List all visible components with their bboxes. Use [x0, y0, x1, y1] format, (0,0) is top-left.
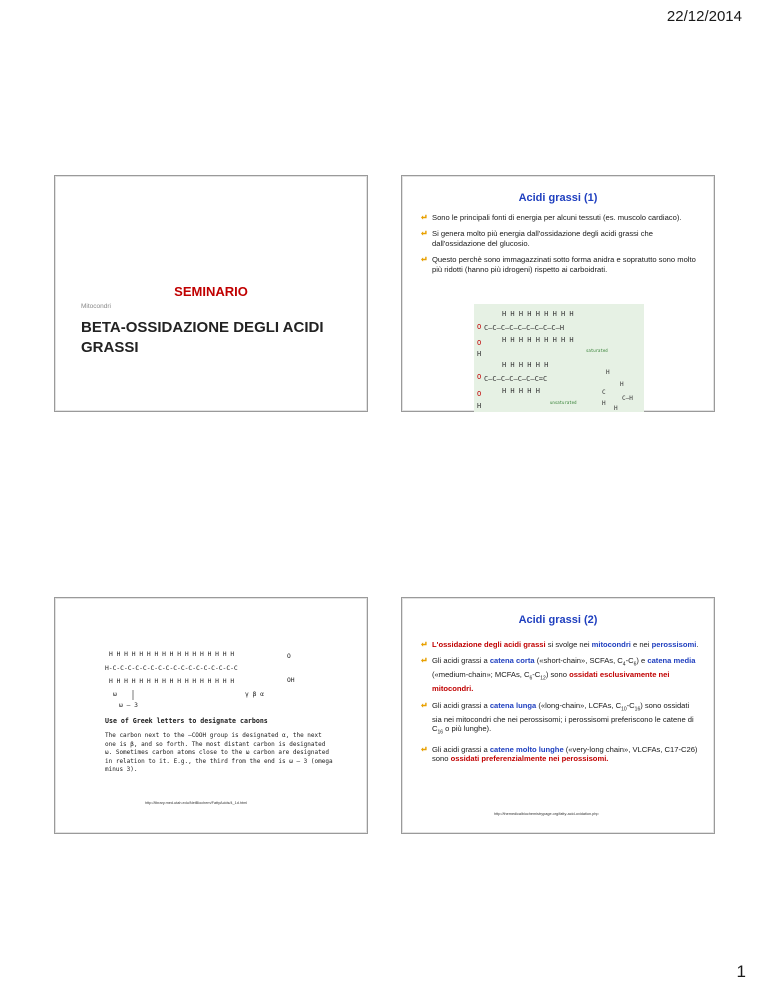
- bullet-text-highlight: L'ossidazione degli acidi grassi: [432, 640, 546, 649]
- bullet-list: [402, 640, 714, 764]
- subscript: 6: [633, 661, 637, 668]
- bullet-arrow-icon: [421, 214, 428, 221]
- bullet-text: -C: [532, 670, 541, 680]
- hydroxyl-label: OH: [287, 677, 295, 684]
- bullet-arrow-icon: [421, 256, 428, 263]
- bullet-text: si svolge nei: [545, 640, 592, 649]
- bullet-text: («medium-chain»; MCFAs, C: [432, 670, 530, 680]
- bullet-text: Questo perchè sono immagazzinati sotto forma anidra e sopratutto sono molto più ridotti (hanno più idrogeni) rispetto ai carboidrati.: [432, 255, 696, 274]
- saturated-label: saturated: [586, 348, 608, 353]
- slide-subtitle: Mitocondri: [81, 303, 111, 310]
- bullet-arrow-icon: [421, 657, 428, 664]
- bullet-text: -C: [626, 700, 635, 710]
- svg-text:H: H: [477, 402, 482, 410]
- bullet-text: Sono le principali fonti di energia per alcuni tessuti (es. muscolo cardiaco).: [432, 213, 682, 222]
- subscript: 6: [529, 675, 533, 682]
- bullet-text-highlight: mitocondri: [591, 640, 631, 649]
- svg-text:C–C–C–C–C–C–C–C–C–H: C–C–C–C–C–C–C–C–C–H: [484, 324, 565, 332]
- bullet-item: [421, 255, 700, 274]
- slide-title: Acidi grassi (1): [518, 192, 598, 204]
- omega-minus-3-label: ω – 3: [119, 702, 138, 708]
- svg-text:H: H: [614, 405, 618, 412]
- bullet-item: [421, 656, 700, 693]
- bullet-item: [421, 745, 700, 764]
- carbon-chain-row: H-C-C-C-C-C-C-C-C-C-C-C-C-C-C-C-C-C: [105, 665, 238, 672]
- svg-text:O: O: [477, 373, 482, 381]
- svg-text:H H H H H H: H H H H H H: [502, 361, 549, 369]
- svg-text:H H H H H: H H H H H: [502, 387, 540, 395]
- bullet-item: [421, 640, 700, 649]
- subscript: 16: [437, 729, 444, 736]
- svg-text:O: O: [477, 339, 482, 347]
- svg-text:C–C–C–C–C–C–C=C: C–C–C–C–C–C–C=C: [484, 375, 548, 383]
- bullet-item: [421, 213, 700, 222]
- bullet-text-highlight: catene molto lunghe: [489, 744, 564, 754]
- bullet-arrow-icon: [421, 230, 428, 237]
- svg-text:H: H: [620, 381, 624, 388]
- bullet-text-highlight: catena lunga: [489, 700, 537, 710]
- oxygen-label: O: [287, 653, 291, 660]
- bullet-text: ) sono ossidati sia nei mitocondri che nei perossisomi; i perossisomi preferiscono le catene di C: [432, 700, 694, 733]
- slide-seminario: [54, 175, 368, 412]
- bullet-text: ) sono: [545, 670, 570, 680]
- bullet-list: [402, 213, 714, 274]
- subscript: 10: [621, 706, 627, 713]
- bullet-text: («very-long chain», VLCFAs, C17-C26) sono: [432, 744, 698, 764]
- greek-letter-figure: [105, 638, 335, 775]
- svg-text:H: H: [606, 369, 610, 376]
- svg-text:O: O: [477, 323, 482, 331]
- slide-title: SEMINARIO: [174, 284, 248, 299]
- bullet-item: [421, 701, 700, 738]
- bullet-text: .: [696, 640, 699, 649]
- omega-label: ω: [113, 691, 117, 698]
- slide-title: Acidi grassi (2): [518, 614, 598, 626]
- svg-text:H H H H H H H H H: H H H H H H H H H: [502, 310, 574, 318]
- bullet-text: o più lunghe).: [443, 723, 492, 733]
- bullet-text: («short-chain», SCFAs, C: [534, 656, 623, 666]
- bullet-arrow-icon: [421, 702, 428, 709]
- bullet-item: [421, 229, 700, 248]
- slide-main-title: BETA-OSSIDAZIONE DEGLI ACIDI GRASSI: [81, 319, 324, 356]
- bullet-text-highlight: ossidati preferenzialmente nei perossisomi.: [450, 754, 609, 764]
- svg-text:O: O: [477, 390, 482, 398]
- subscript: 16: [634, 706, 641, 713]
- bullet-arrow-icon: [421, 641, 428, 648]
- citation-link[interactable]: http://library.med.utah.edu/NetBiochem/FattyAcids/4_1d.html: [145, 801, 248, 805]
- page-number: 1: [736, 962, 746, 981]
- bullet-text-highlight: catena corta: [489, 656, 535, 666]
- svg-text:C–H: C–H: [622, 395, 633, 402]
- bullet-text: ) e: [636, 656, 648, 666]
- greek-letters-label: γ β α: [245, 691, 264, 698]
- svg-text:H: H: [602, 400, 606, 407]
- citation-link[interactable]: http://themedicalbiochemistrypage.org/fatty-acid-oxidation.php: [494, 812, 599, 816]
- subscript: 4: [622, 661, 626, 668]
- svg-text:C: C: [602, 389, 606, 396]
- fatty-acid-structure-diagram: [474, 304, 644, 412]
- hydrogen-row-bottom: H H H H H H H H H H H H H H H H H: [109, 678, 235, 685]
- bullet-arrow-icon: [421, 746, 428, 753]
- hydrogen-row-top: H H H H H H H H H H H H H H H H H: [109, 651, 235, 658]
- bullet-text: Gli acidi grassi a: [432, 744, 490, 754]
- svg-text:H H H H H H H H H: H H H H H H H H H: [502, 336, 574, 344]
- slide-acidi-grassi-1: [401, 175, 715, 412]
- bullet-text: Gli acidi grassi a: [432, 700, 490, 710]
- subscript: 12: [540, 675, 546, 682]
- bullet-text-highlight: ossidati esclusivamente nei mitocondri.: [432, 670, 670, 694]
- bullet-text: («long-chain», LCFAs, C: [536, 700, 622, 710]
- figure-heading: Use of Greek letters to designate carbons: [105, 717, 268, 725]
- figure-paragraph: The carbon next to the –COOH group is designated α, the next one is β, and so forth. The most distant carbon is designated ω. Sometimes carbon atoms close to the ω carbon are designated in relation to it. E.g., the third from the end is ω – 3 (omega minus 3).: [105, 732, 333, 774]
- bullet-text: Gli acidi grassi a: [432, 656, 490, 666]
- bullet-text: e nei: [630, 640, 652, 649]
- bullet-text: -C: [625, 656, 634, 666]
- carbon-chain-structure: [105, 638, 335, 708]
- page-date: 22/12/2014: [666, 8, 742, 25]
- bullet-text: Si genera molto più energia dall'ossidazione degli acidi grassi che dall'ossidazione del glucosio.: [432, 229, 653, 248]
- svg-text:H: H: [477, 350, 482, 358]
- slide-greek-letters: [54, 597, 368, 834]
- bullet-text-highlight: catena media: [647, 656, 696, 666]
- bullet-text-highlight: perossisomi: [651, 640, 697, 649]
- slide-acidi-grassi-2: [401, 597, 715, 834]
- unsaturated-label: unsaturated: [550, 400, 577, 405]
